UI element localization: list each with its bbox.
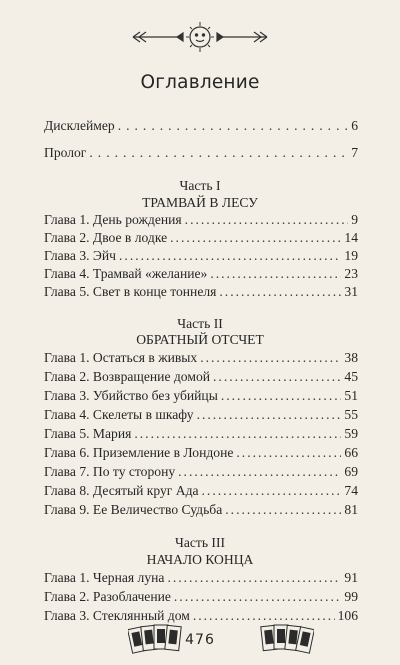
toc-entry-page: 74 [344,483,358,498]
contents-heading: Оглавление [140,72,260,93]
toc-entry-label: Глава 2. Возвращение домой [44,369,211,384]
toc-entry-page: 106 [337,608,358,623]
toc-entry[interactable] [44,284,358,300]
dot-leader [202,483,342,499]
toc-entry[interactable] [44,570,358,586]
toc-entry-page: 6 [351,118,358,133]
toc-entry-label: Глава 1. День рождения [44,212,182,227]
toc-entry-label: Дисклеймер [44,118,115,133]
toc-entry-disclaimer[interactable] [44,118,358,134]
sun-face-arrows-ornament-icon [125,20,275,54]
dot-leader [178,464,341,480]
toc-entry-page: 81 [344,502,358,517]
toc-entry-label: Глава 4. Скелеты в шкафу [44,407,194,422]
dot-leader [210,266,341,282]
toc-entry-page: 38 [344,350,358,365]
dot-leader [118,118,348,134]
dot-leader [213,369,341,385]
toc-entry-label: Глава 7. По ту сторону [44,464,176,479]
toc-entry-page: 66 [344,445,358,460]
toc-entry-page: 91 [344,570,358,585]
toc-entry-page: 23 [344,266,358,281]
dot-leader [170,230,341,246]
toc-entry-page: 51 [344,388,358,403]
toc-entry-prologue[interactable] [44,145,358,161]
toc-entry-label: Глава 3. Эйч [44,248,117,263]
toc-entry-page: 7 [351,145,358,160]
part-subtitle: ТРАМВАЙ В ЛЕСУ [142,195,258,210]
toc-entry[interactable] [44,445,358,461]
dot-leader [185,212,349,228]
toc-entry[interactable] [44,502,358,518]
toc-entry-label: Глава 2. Разоблачение [44,589,171,604]
toc-entry-page: 99 [344,589,358,604]
toc-entry-label: Глава 8. Десятый круг Ада [44,483,199,498]
toc-entry[interactable] [44,350,358,366]
toc-entry[interactable] [44,388,358,404]
toc-entry-label: Глава 1. Черная луна [44,570,165,585]
toc-entry-label: Глава 3. Стеклянный дом [44,608,190,623]
toc-entry[interactable] [44,248,358,264]
part-subtitle: ОБРАТНЫЙ ОТСЧЕТ [136,332,264,347]
toc-entry[interactable] [44,212,358,228]
dot-leader [89,145,348,161]
toc-entry-page: 69 [344,464,358,479]
toc-entry[interactable] [44,589,358,605]
toc-entry-label: Пролог [44,145,87,160]
part-title: Часть III [174,535,226,550]
toc-entry-label: Глава 1. Остаться в живых [44,350,198,365]
toc-entry-page: 59 [344,426,358,441]
dot-leader [221,388,342,404]
toc-entry-page: 14 [344,230,358,245]
dot-leader [119,248,341,264]
part-title: Часть I [179,178,221,193]
toc-entry-label: Глава 4. Трамвай «желание» [44,266,208,281]
toc-entry[interactable] [44,464,358,480]
toc-entry-label: Глава 3. Убийство без убийцы [44,388,218,403]
toc-entry-page: 55 [344,407,358,422]
dot-leader [174,589,342,605]
dot-leader [219,284,341,300]
dot-leader [197,407,342,423]
dot-leader [225,502,341,518]
toc-entry-page: 45 [344,369,358,384]
toc-entry-page: 9 [351,212,358,227]
toc-entry-label: Глава 5. Свет в конце тоннеля [44,284,217,299]
dot-leader [200,350,341,366]
toc-entry[interactable] [44,407,358,423]
dot-leader [167,570,341,586]
dot-leader [134,426,341,442]
toc-entry[interactable] [44,230,358,246]
toc-entry[interactable] [44,426,358,442]
toc-entry[interactable] [44,266,358,282]
toc-entry[interactable] [44,483,358,499]
dot-leader [236,445,341,461]
part-subtitle: НАЧАЛО КОНЦА [146,552,254,567]
toc-entry-label: Глава 9. Ее Величество Судьба [44,502,223,517]
toc-entry-label: Глава 6. Приземление в Лондоне [44,445,234,460]
toc-entry[interactable] [44,369,358,385]
part-title: Часть II [177,316,223,331]
toc-entry-label: Глава 5. Мария [44,426,132,441]
toc-entry-page: 31 [344,284,358,299]
page-number: 476 [185,632,215,648]
toc-entry-label: Глава 2. Двое в лодке [44,230,168,245]
tarot-cards-fan-icon [252,622,314,656]
toc-entry-page: 19 [344,248,358,263]
